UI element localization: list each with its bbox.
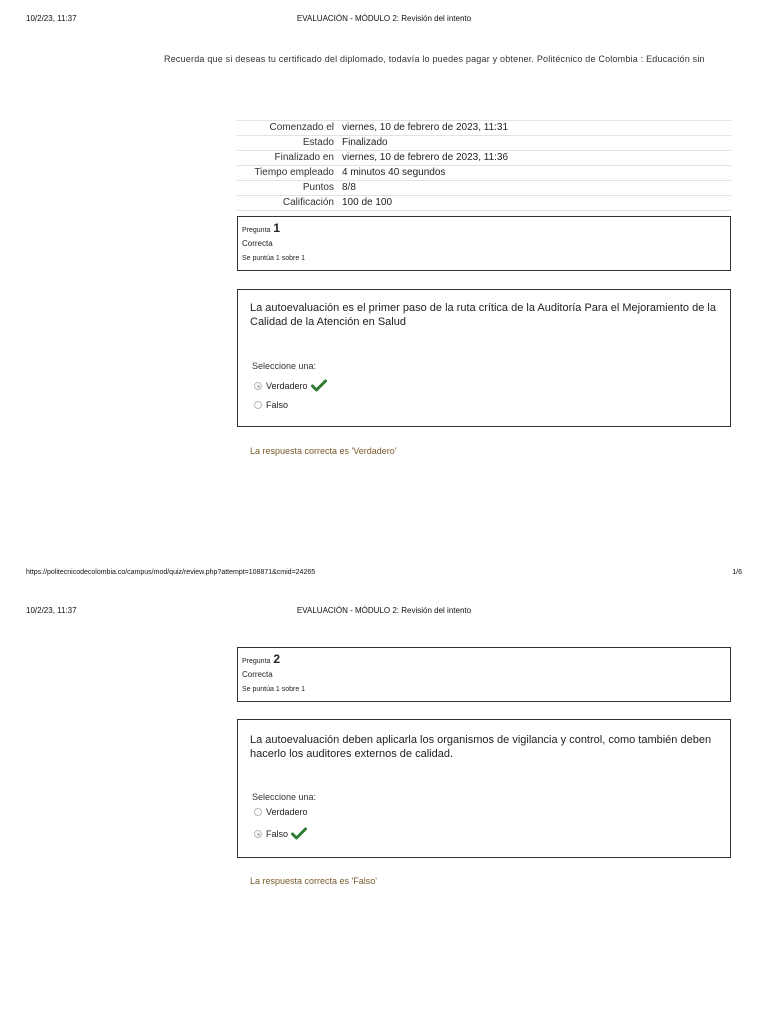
option-verdadero[interactable] [254,379,327,393]
print-title: EVALUACIÓN - MÓDULO 2: Revisión del intento [296,14,472,23]
option-verdadero[interactable] [254,805,308,819]
question-text: La autoevaluación es el primer paso de la ruta crítica de la Auditoría Para el Mejoramiento de la Calidad de la Atención en Salud [250,302,716,328]
check-icon [291,827,307,842]
question-2-content [237,719,731,858]
question-label: Pregunta [242,658,271,665]
summary-value: Finalizado [338,136,731,151]
option-label: Verdadero [266,381,308,391]
correct-answer-feedback: La respuesta correcta es 'Verdadero' [250,446,397,456]
question-number [242,652,280,666]
question-state: Correcta [242,239,273,248]
summary-row [237,136,731,151]
radio-icon[interactable] [254,830,262,838]
radio-icon[interactable] [254,401,262,409]
summary-value: 100 de 100 [338,196,731,211]
page-number: 1/6 [732,569,742,576]
answer-prompt: Seleccione una: [252,792,317,802]
question-2-info [237,647,731,702]
radio-icon[interactable] [254,808,262,816]
summary-row [237,121,731,136]
answer-prompt: Seleccione una: [252,361,317,371]
summary-row [237,166,731,181]
question-label: Pregunta [242,227,271,234]
summary-value: 8/8 [338,181,731,196]
option-falso[interactable] [254,398,288,412]
question-text: La autoevaluación deben aplicarla los organismos de vigilancia y control, como también deben hacerlo los auditores externos de calidad. [250,734,712,760]
radio-icon[interactable] [254,382,262,390]
correct-answer-feedback: La respuesta correcta es 'Falso' [250,876,377,886]
summary-row [237,151,731,166]
summary-value: viernes, 10 de febrero de 2023, 11:31 [338,121,731,136]
option-label: Verdadero [266,807,308,817]
question-1-info [237,216,731,271]
print-date: 10/2/23, 11:37 [26,606,77,615]
question-grade: Se puntúa 1 sobre 1 [242,686,306,693]
certificate-notice: Recuerda que si deseas tu certificado del diplomado, todavía lo puedes pagar y obtener. Politécnico de Colombia : Educación sin [164,54,705,64]
option-falso[interactable] [254,827,307,841]
option-label: Falso [266,400,289,410]
summary-row [237,196,731,211]
print-date: 10/2/23, 11:37 [26,14,77,23]
attempt-summary-table [237,120,731,211]
option-label: Falso [266,829,289,839]
question-grade: Se puntúa 1 sobre 1 [242,255,306,262]
summary-label: Comenzado el [237,121,338,136]
summary-label: Finalizado en [237,151,338,166]
summary-value: 4 minutos 40 segundos [338,166,731,181]
summary-label: Calificación [237,196,338,211]
question-state: Correcta [242,670,273,679]
summary-label: Estado [237,136,338,151]
question-number-value: 2 [273,652,281,666]
check-icon [311,379,327,394]
question-number [242,221,280,235]
summary-row [237,181,731,196]
question-1-content [237,289,731,427]
summary-value: viernes, 10 de febrero de 2023, 11:36 [338,151,731,166]
summary-label: Puntos [237,181,338,196]
footer-url: https://politecnicodecolombia.co/campus/mod/quiz/review.php?attempt=108871&cmid=24265 [26,569,316,576]
question-number-value: 1 [273,221,281,235]
print-title: EVALUACIÓN - MÓDULO 2: Revisión del intento [296,606,472,615]
summary-label: Tiempo empleado [237,166,338,181]
